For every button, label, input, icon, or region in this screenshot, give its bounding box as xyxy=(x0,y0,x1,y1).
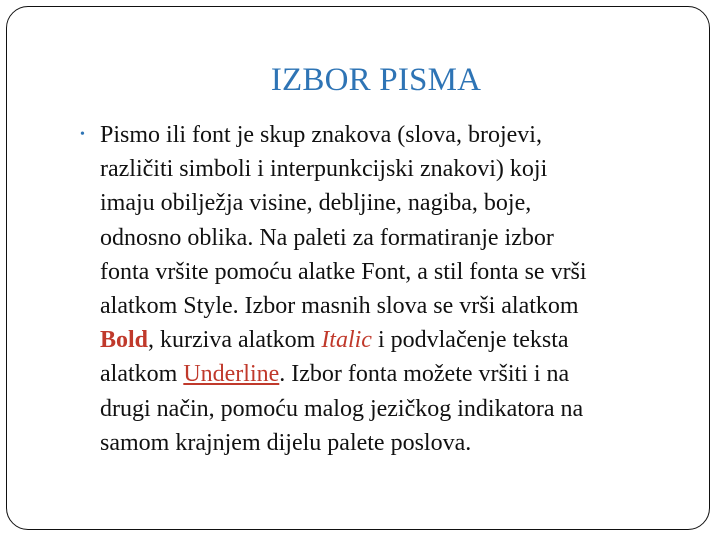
paragraph-line-10: samom krajnjem dijelu palete poslova. xyxy=(100,429,472,456)
paragraph-line-1: Pismo ili font je skup znakova (slova, brojevi, xyxy=(100,122,542,148)
paragraph-line-7 xyxy=(100,323,690,357)
slide-title: IZBOR PISMA xyxy=(270,62,482,98)
bold-term: Bold xyxy=(100,327,149,354)
italic-term: Italic xyxy=(321,327,372,354)
paragraph-line-8-text-b: . Izbor fonta možete vršiti i na xyxy=(279,361,570,388)
paragraph-line-6: alatkom Style. Izbor masnih slova se vrši alatkom xyxy=(100,293,579,320)
paragraph-line-5: fonta vršite pomoću alatke Font, a stil fonta se vrši xyxy=(100,258,587,285)
paragraph-line-7-text-a: , kurziva alatkom xyxy=(148,327,322,354)
bullet-list xyxy=(80,118,690,460)
paragraph-line-9: drugi način, pomoću malog jezičkog indikatora na xyxy=(100,395,584,422)
bullet-item xyxy=(80,118,690,460)
paragraph-line-4: odnosno oblika. Na paleti za formatiranje izbor xyxy=(100,224,554,251)
paragraph-line-8-text-a: alatkom xyxy=(100,361,184,388)
paragraph-line-2: različiti simboli i interpunkcijski znakovi) koji xyxy=(100,156,548,183)
paragraph-line-7-text-b: i podvlačenje teksta xyxy=(371,327,569,354)
paragraph-line-8 xyxy=(100,357,690,391)
paragraph-line-3: imaju obilježja visine, debljine, nagiba, boje, xyxy=(100,190,532,217)
underline-term: Underline xyxy=(183,361,280,388)
bullet-marker: • xyxy=(80,127,85,142)
